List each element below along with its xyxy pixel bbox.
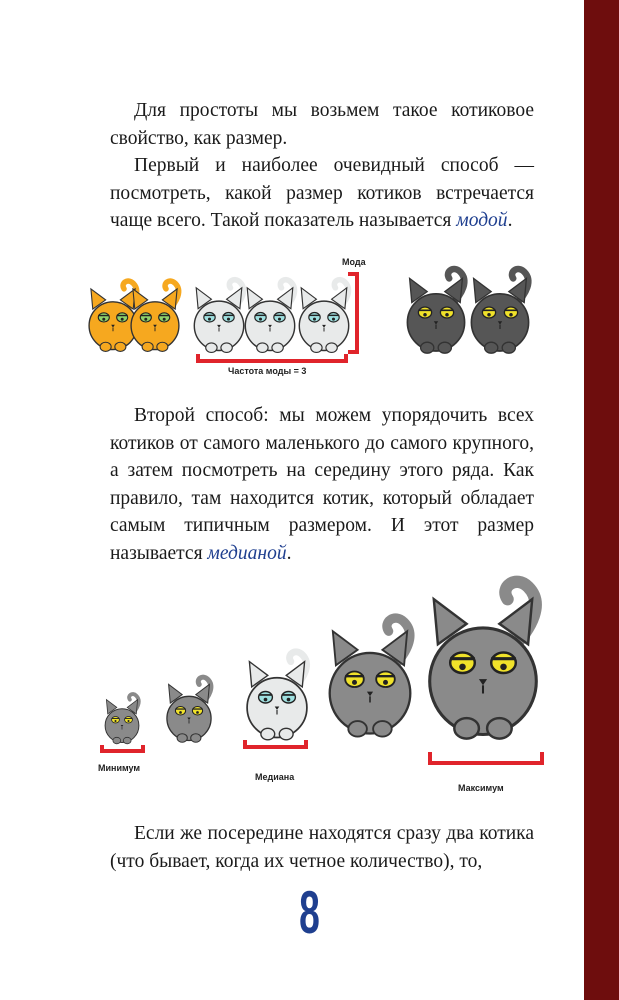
paragraph-2-text: Первый и наиболее очевидный способ — посмотреть, какой размер котиков встречается чаще всего. Такой показатель называется bbox=[110, 155, 534, 231]
max-bracket bbox=[430, 752, 542, 763]
paragraph-3-end: . bbox=[286, 542, 292, 564]
median-label: Медиана bbox=[255, 772, 295, 782]
cat-gray-1 bbox=[407, 269, 464, 353]
median-figure bbox=[0, 575, 584, 805]
min-bracket bbox=[102, 745, 143, 751]
frequency-label: Частота моды = 3 bbox=[228, 366, 307, 376]
paragraph-2 bbox=[110, 152, 534, 235]
cat-gray-2 bbox=[471, 269, 528, 353]
min-label: Минимум bbox=[98, 763, 141, 773]
cat-orange-1 bbox=[89, 281, 137, 351]
paragraph-1 bbox=[110, 97, 534, 152]
cat-white-2 bbox=[245, 280, 294, 353]
term-median: медианой bbox=[207, 542, 287, 564]
page-number: 8 bbox=[299, 879, 320, 946]
paragraph-3 bbox=[110, 402, 534, 567]
median-bracket bbox=[245, 740, 306, 747]
cat-median bbox=[247, 652, 307, 740]
paragraph-1-text: Для простоты мы возьмем такое котиковое свойство, как размер. bbox=[110, 100, 534, 149]
cat-white-1 bbox=[194, 280, 243, 353]
page-side-bar bbox=[584, 0, 619, 1000]
paragraph-4 bbox=[110, 820, 534, 875]
term-mode: модой bbox=[456, 210, 508, 231]
mode-figure bbox=[0, 250, 584, 380]
paragraph-2-end: . bbox=[507, 210, 513, 231]
cat-fourth bbox=[330, 618, 411, 737]
cat-second bbox=[167, 677, 211, 742]
paragraph-4-text: Если же посередине находятся сразу два котика (что бывает, когда их четное количество), то, bbox=[110, 823, 534, 872]
cat-white-3 bbox=[299, 280, 348, 353]
frequency-bracket bbox=[198, 354, 346, 361]
mode-label: Мода bbox=[342, 257, 366, 267]
max-label: Максимум bbox=[458, 783, 504, 793]
paragraph-3-text: Второй способ: мы можем упорядочить всех котиков от самого маленького до самого крупного, а затем посмотреть на середину этого ряда. Как правило, там находится котик, который обладает самым типичным размером. И этот размер называется bbox=[110, 405, 534, 564]
cat-minimum bbox=[105, 694, 139, 744]
cat-maximum bbox=[430, 582, 537, 739]
